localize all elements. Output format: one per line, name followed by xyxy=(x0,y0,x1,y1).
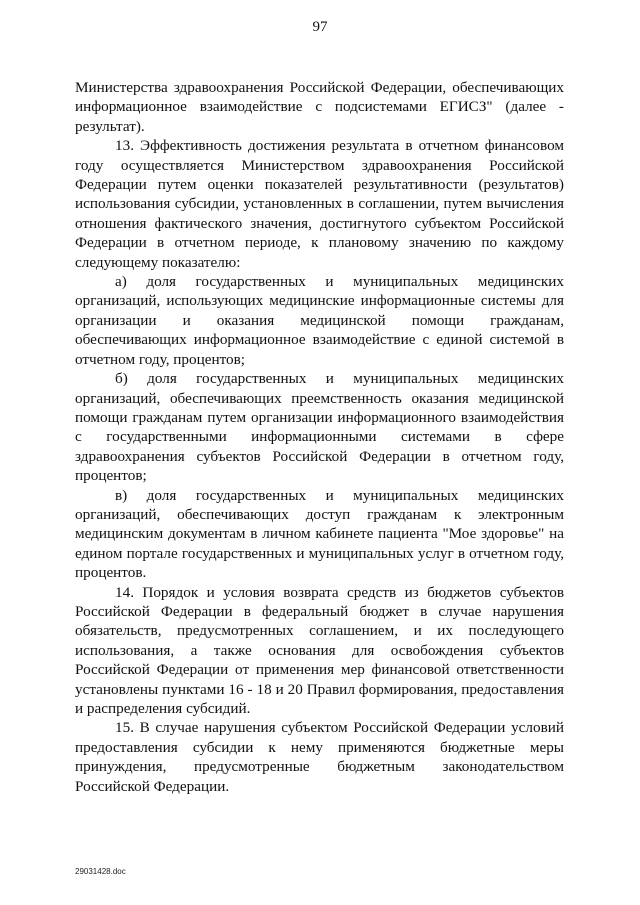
paragraph-13-efficiency: 13. Эффективность достижения результата в отчетном финансовом году осуществляется Министерством здравоохранения Российской Федерации путем оценки показателей результативности (результатов) использования субсидии, установленных в соглашении, путем вычисления отношения фактического значения, достигнутого субъектом Российской Федерации в отчетном периоде, к плановому значению по каждому следующему показателю: xyxy=(75,137,564,271)
document-body xyxy=(75,78,564,796)
paragraph-13c-indicator: в) доля государственных и муниципальных медицинских организаций, обеспечивающих доступ гражданам к электронным медицинским документам в личном кабинете пациента "Мое здоровье" на едином портале государственных и муниципальных услуг в отчетном году, процентов. xyxy=(75,486,564,582)
page-number: 97 xyxy=(312,19,328,35)
paragraph-13a-indicator: а) доля государственных и муниципальных медицинских организаций, использующих медицинские информационные системы для организации и оказания медицинской помощи гражданам, обеспечивающих информационное взаимодействие с единой системой в отчетном году, процентов; xyxy=(75,273,564,368)
paragraph-result-continuation: Министерства здравоохранения Российской Федерации, обеспечивающих информационное взаимодействие с подсистемами ЕГИСЗ" (далее - результат). xyxy=(75,79,564,135)
paragraph-15-violation-measures: 15. В случае нарушения субъектом Российской Федерации условий предоставления субсидии к нему применяются бюджетные меры принуждения, предусмотренные бюджетным законодательством Российской Федерации. xyxy=(75,719,564,795)
paragraph-14-refund-procedure: 14. Порядок и условия возврата средств из бюджетов субъектов Российской Федерации в федеральный бюджет в случае нарушения обязательств, предусмотренных соглашением, и их последующего использования, а также основания для освобождения субъектов Российской Федерации от применения мер финансовой ответственности установлены пунктами 16 - 18 и 20 Правил формирования, предоставления и распределения субсидий. xyxy=(75,583,564,717)
paragraph-13b-indicator: б) доля государственных и муниципальных медицинских организаций, обеспечивающих преемственность оказания медицинской помощи гражданам путем организации информационного взаимодействия с государственными информационными системами в сфере здравоохранения субъектов Российской Федерации в отчетном году, процентов; xyxy=(75,370,564,485)
document-filename-footer: 29031428.doc xyxy=(75,867,126,876)
